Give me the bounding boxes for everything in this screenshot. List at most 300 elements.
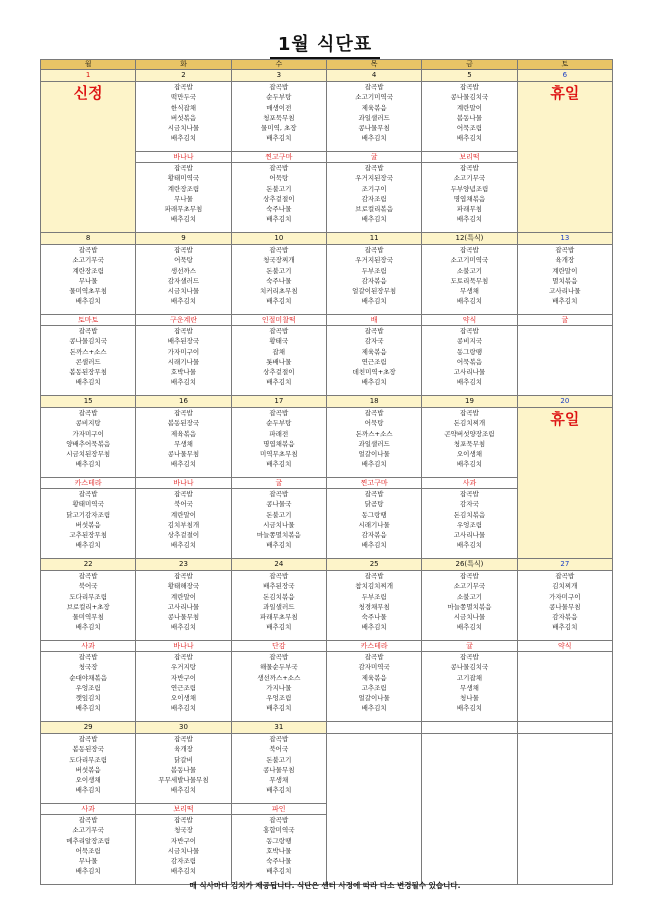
snack-item: 귤 bbox=[326, 152, 421, 163]
menu-item: 감자볶음 bbox=[552, 613, 578, 622]
menu-item: 잡곡밥 bbox=[78, 572, 98, 580]
menu-item: 조기구이 bbox=[361, 184, 387, 193]
dinner-menu bbox=[517, 652, 612, 722]
menu-item: 가자미구이 bbox=[167, 347, 200, 356]
menu-item: 버섯볶음 bbox=[75, 520, 101, 529]
menu-item: 고추된장무침 bbox=[69, 531, 107, 540]
date-cell: 3 bbox=[231, 70, 326, 82]
menu-item: 양배추어묵볶음 bbox=[66, 439, 111, 448]
lunch-menu bbox=[326, 571, 421, 641]
menu-item: 잡곡밥 bbox=[364, 653, 384, 661]
menu-item: 버섯볶음 bbox=[170, 113, 197, 122]
menu-item: 배추김치 bbox=[361, 134, 387, 143]
menu-item: 배추김치 bbox=[170, 378, 197, 387]
menu-item: 잡곡밥 bbox=[460, 653, 479, 661]
menu-item: 봄동나물 bbox=[170, 765, 197, 774]
menu-item: 배추김치 bbox=[552, 297, 578, 306]
snack-item: 약식 bbox=[422, 315, 517, 326]
menu-item: 콩나물김치국 bbox=[450, 663, 489, 672]
menu-item: 홍합미역국 bbox=[263, 826, 295, 835]
menu-item: 봄동된장국 bbox=[72, 745, 104, 754]
menu-item: 잡곡밥 bbox=[78, 409, 98, 417]
menu-item: 생선까스+소스 bbox=[257, 673, 301, 682]
lunch-menu bbox=[231, 408, 326, 478]
menu-item: 계란장조림 bbox=[72, 266, 104, 275]
dinner-menu bbox=[231, 326, 326, 396]
weekday-header-row bbox=[41, 60, 613, 70]
menu-item: 배추김치 bbox=[75, 541, 101, 550]
date-cell bbox=[422, 722, 517, 734]
lunch-menu bbox=[136, 734, 231, 804]
menu-item: 청나물 bbox=[460, 694, 479, 703]
snack-row bbox=[41, 641, 613, 652]
menu-item: 돈불고기 bbox=[266, 266, 292, 275]
menu-item: 콩비지국 bbox=[456, 337, 483, 346]
menu-item: 배추김치 bbox=[361, 297, 387, 306]
menu-item: 배추김치 bbox=[361, 215, 387, 224]
menu-item: 우거지된장국 bbox=[355, 256, 393, 265]
date-cell: 20 bbox=[517, 396, 612, 408]
menu-item: 데친미역+초장 bbox=[352, 368, 396, 377]
menu-item: 톳배나물 bbox=[266, 357, 292, 366]
date-cell: 29 bbox=[41, 722, 136, 734]
weekday-header: 토 bbox=[517, 60, 612, 70]
menu-item: 오이생채 bbox=[456, 450, 483, 459]
menu-item: 무나물 bbox=[174, 194, 193, 203]
menu-item: 잡곡밥 bbox=[269, 164, 289, 172]
menu-item: 잡곡밥 bbox=[78, 816, 98, 824]
menu-item: 자반구이 bbox=[170, 673, 197, 682]
menu-item: 치커리초무침 bbox=[259, 287, 298, 296]
menu-item: 소고기미역국 bbox=[450, 256, 489, 265]
lunch-menu bbox=[517, 245, 612, 315]
menu-item: 무생채 bbox=[174, 439, 193, 448]
date-cell bbox=[517, 722, 612, 734]
menu-item: 잡곡밥 bbox=[364, 327, 384, 335]
menu-item: 배추김치 bbox=[75, 378, 101, 387]
menu-item: 두부조림 bbox=[361, 592, 387, 601]
date-row bbox=[41, 70, 613, 82]
menu-item: 연근조림 bbox=[361, 357, 387, 366]
menu-item: 돈까스+소스 bbox=[69, 347, 107, 356]
menu-item: 배추김치 bbox=[170, 786, 197, 795]
menu-item: 시금치나물 bbox=[453, 613, 486, 622]
date-cell: 2 bbox=[136, 70, 231, 82]
menu-item: 배추김치 bbox=[266, 867, 292, 876]
date-row bbox=[41, 722, 613, 734]
menu-item: 파래전 bbox=[269, 429, 289, 438]
lunch-menu bbox=[326, 245, 421, 315]
weekday-header: 목 bbox=[326, 60, 421, 70]
lunch-menu bbox=[136, 571, 231, 641]
menu-item: 잡곡밥 bbox=[78, 246, 98, 254]
weekday-header: 화 bbox=[136, 60, 231, 70]
menu-item: 김치부침개 bbox=[167, 520, 200, 529]
menu-item: 닭고기감자조림 bbox=[66, 510, 111, 519]
menu-item: 가자미구이 bbox=[549, 592, 581, 601]
menu-item: 고사리나물 bbox=[549, 287, 581, 296]
menu-item: 무생채 bbox=[460, 287, 479, 296]
menu-item: 오이생채 bbox=[170, 694, 197, 703]
menu-item: 잡곡밥 bbox=[174, 816, 193, 824]
menu-item: 소고기무국 bbox=[72, 826, 104, 835]
menu-item: 숙주나물 bbox=[266, 276, 292, 285]
menu-item: 제육볶음 bbox=[361, 103, 387, 112]
dinner-menu bbox=[231, 815, 326, 885]
date-cell: 17 bbox=[231, 396, 326, 408]
menu-item: 시금치나물 bbox=[167, 287, 200, 296]
snack-item: 단감 bbox=[231, 641, 326, 652]
menu-item: 소고기무국 bbox=[453, 582, 486, 591]
menu-item: 배추김치 bbox=[456, 704, 483, 713]
menu-item: 물미역초무침 bbox=[69, 287, 107, 296]
menu-item: 순대야채볶음 bbox=[69, 673, 107, 682]
menu-item: 청경채무침 bbox=[358, 602, 390, 611]
menu-item: 잡곡밥 bbox=[174, 572, 193, 580]
date-cell: 11 bbox=[326, 233, 421, 245]
dinner-menu bbox=[136, 163, 231, 233]
menu-item: 돈까스+소스 bbox=[355, 429, 393, 438]
menu-item: 물미역, 초장 bbox=[261, 124, 297, 133]
menu-item: 두부조림 bbox=[361, 266, 387, 275]
menu-item: 콩나물김치국 bbox=[69, 337, 107, 346]
page-title: 1월 식단표 bbox=[0, 30, 650, 59]
menu-item: 배추김치 bbox=[75, 704, 101, 713]
menu-item: 잡곡밥 bbox=[174, 490, 193, 498]
menu-item: 잡곡밥 bbox=[269, 735, 289, 743]
dinner-menu bbox=[136, 489, 231, 559]
menu-item: 감자조림 bbox=[170, 857, 197, 866]
menu-item: 배추김치 bbox=[266, 297, 292, 306]
menu-item: 순두부탕 bbox=[266, 419, 292, 428]
snack-item: 보리떡 bbox=[422, 152, 517, 163]
dinner-menu bbox=[326, 489, 421, 559]
menu-item: 무생채 bbox=[460, 683, 479, 692]
menu-item: 청국장 bbox=[174, 826, 193, 835]
snack-item: 약식 bbox=[517, 641, 612, 652]
menu-item: 감자볶음 bbox=[361, 531, 387, 540]
date-cell: 5 bbox=[422, 70, 517, 82]
menu-item: 도토리묵무침 bbox=[450, 276, 489, 285]
menu-item: 배추김치 bbox=[75, 297, 101, 306]
dinner-menu bbox=[41, 326, 136, 396]
snack-row bbox=[41, 315, 613, 326]
lunch-menu bbox=[231, 82, 326, 152]
menu-item: 한식잡채 bbox=[170, 103, 197, 112]
snack-item: 찐고구마 bbox=[231, 152, 326, 163]
menu-item: 어묵조림 bbox=[75, 846, 101, 855]
dinner-menu bbox=[326, 326, 421, 396]
menu-item: 어묵탕 bbox=[174, 256, 193, 265]
menu-item: 잡곡밥 bbox=[460, 327, 479, 335]
menu-item: 청국장 bbox=[78, 663, 98, 672]
menu-item: 잡곡밥 bbox=[174, 327, 193, 335]
date-cell: 16 bbox=[136, 396, 231, 408]
menu-item: 봄동나물 bbox=[456, 113, 483, 122]
menu-item: 돈불고기 bbox=[266, 184, 292, 193]
menu-item: 배추김치 bbox=[266, 378, 292, 387]
menu-item: 잡곡밥 bbox=[364, 246, 384, 254]
menu-item: 파래무초무침 bbox=[164, 205, 203, 214]
lunch-menu bbox=[136, 82, 231, 152]
dinner-menu bbox=[136, 815, 231, 885]
dinner-menu bbox=[136, 326, 231, 396]
menu-item: 무무세발나물무침 bbox=[158, 776, 209, 785]
menu-item: 고사리나물 bbox=[167, 602, 200, 611]
menu-item: 배추김치 bbox=[266, 623, 292, 632]
menu-item: 배추김치 bbox=[266, 704, 292, 713]
menu-item: 배추김치 bbox=[75, 623, 101, 632]
menu-item: 멸치볶음 bbox=[552, 276, 578, 285]
date-cell: 18 bbox=[326, 396, 421, 408]
menu-item: 우엉조림 bbox=[266, 694, 292, 703]
menu-item: 잡곡밥 bbox=[460, 572, 479, 580]
dinner-menu bbox=[326, 163, 421, 233]
menu-item: 잡곡밥 bbox=[174, 83, 193, 91]
date-cell: 4 bbox=[326, 70, 421, 82]
menu-item: 돈김치볶음 bbox=[453, 510, 486, 519]
date-row bbox=[41, 559, 613, 571]
menu-item: 배추김치 bbox=[170, 623, 197, 632]
lunch-menu bbox=[517, 571, 612, 641]
menu-item: 잡곡밥 bbox=[460, 246, 479, 254]
snack-item: 귤 bbox=[517, 315, 612, 326]
menu-item: 돈김치찌개 bbox=[453, 419, 486, 428]
dinner-row bbox=[41, 326, 613, 396]
weekday-header: 수 bbox=[231, 60, 326, 70]
menu-item: 잡곡밥 bbox=[174, 735, 193, 743]
snack-item: 사과 bbox=[41, 804, 136, 815]
lunch-menu bbox=[422, 245, 517, 315]
menu-item: 봄동된장무침 bbox=[69, 368, 107, 377]
date-cell: 23 bbox=[136, 559, 231, 571]
dinner-menu bbox=[422, 326, 517, 396]
menu-item: 마늘쫑멸치볶음 bbox=[256, 531, 301, 540]
menu-item: 잡곡밥 bbox=[364, 409, 384, 417]
snack-item: 보리떡 bbox=[136, 804, 231, 815]
snack-item: 카스테라 bbox=[326, 641, 421, 652]
menu-item: 배추김치 bbox=[361, 704, 387, 713]
menu-item: 잡곡밥 bbox=[269, 83, 289, 91]
menu-item: 돈불고기 bbox=[266, 510, 292, 519]
menu-item: 상추겉절이 bbox=[263, 368, 295, 377]
menu-item: 배추김치 bbox=[170, 541, 197, 550]
dinner-menu bbox=[231, 163, 326, 233]
lunch-menu bbox=[41, 408, 136, 478]
menu-item: 버섯볶음 bbox=[75, 765, 101, 774]
date-cell: 15 bbox=[41, 396, 136, 408]
snack-item: 귤 bbox=[422, 641, 517, 652]
menu-item: 계란말이 bbox=[170, 592, 197, 601]
menu-item: 고추조림 bbox=[361, 683, 387, 692]
menu-item: 청포묵무침 bbox=[453, 439, 486, 448]
snack-item: 카스테라 bbox=[41, 478, 136, 489]
holiday-cell: 휴일 bbox=[517, 82, 612, 233]
menu-item: 연근조림 bbox=[170, 683, 197, 692]
menu-item: 북어국 bbox=[269, 745, 289, 754]
menu-item: 육개장 bbox=[555, 256, 575, 265]
menu-item: 황태국 bbox=[269, 337, 289, 346]
menu-item: 김치찌개 bbox=[552, 582, 578, 591]
menu-item: 무나물 bbox=[78, 276, 98, 285]
menu-item: 배추김치 bbox=[170, 867, 197, 876]
menu-item: 브로컬리볶음 bbox=[355, 205, 393, 214]
date-cell: 9 bbox=[136, 233, 231, 245]
dinner-menu bbox=[231, 652, 326, 722]
menu-item: 잡곡밥 bbox=[364, 83, 384, 91]
menu-item: 잡곡밥 bbox=[174, 164, 193, 172]
menu-item: 황태미역국 bbox=[72, 500, 104, 509]
menu-item: 깻잎김치 bbox=[75, 694, 101, 703]
menu-item: 닭갈비 bbox=[174, 755, 193, 764]
menu-item: 잡곡밥 bbox=[174, 409, 193, 417]
menu-item: 어묵탕 bbox=[364, 419, 384, 428]
menu-item: 우거지된장국 bbox=[355, 174, 393, 183]
lunch-row bbox=[41, 571, 613, 641]
menu-item: 돈김치볶음 bbox=[263, 592, 295, 601]
menu-item: 고사리나물 bbox=[453, 531, 486, 540]
menu-item: 배추된장국 bbox=[167, 337, 200, 346]
menu-item: 배추김치 bbox=[266, 134, 292, 143]
menu-item: 가지나물 bbox=[266, 683, 292, 692]
menu-item: 배추김치 bbox=[75, 867, 101, 876]
empty-cell bbox=[517, 734, 612, 885]
menu-item: 배추김치 bbox=[266, 786, 292, 795]
menu-item: 배추김치 bbox=[456, 460, 483, 469]
menu-item: 청포묵무침 bbox=[263, 113, 295, 122]
menu-item: 감자미역국 bbox=[358, 663, 390, 672]
menu-item: 잡곡밥 bbox=[364, 164, 384, 172]
menu-item: 콩나물김치국 bbox=[450, 93, 489, 102]
date-row bbox=[41, 233, 613, 245]
menu-item: 배추김치 bbox=[361, 541, 387, 550]
menu-item: 도다리무조림 bbox=[69, 755, 107, 764]
menu-item: 브로컬리+초장 bbox=[66, 602, 110, 611]
menu-item: 제육볶음 bbox=[170, 429, 197, 438]
menu-item: 과일샐러드 bbox=[358, 113, 390, 122]
menu-item: 잡곡밥 bbox=[174, 246, 193, 254]
snack-item: 사과 bbox=[422, 478, 517, 489]
menu-item: 잡곡밥 bbox=[78, 653, 98, 661]
menu-item: 배추김치 bbox=[75, 460, 101, 469]
menu-item: 배추김치 bbox=[456, 623, 483, 632]
menu-item: 배추김치 bbox=[266, 460, 292, 469]
weekday-header: 월 bbox=[41, 60, 136, 70]
snack-item: 바나나 bbox=[136, 478, 231, 489]
dinner-row bbox=[41, 652, 613, 722]
lunch-row bbox=[41, 734, 613, 804]
menu-item: 시래기나물 bbox=[167, 357, 200, 366]
menu-item: 호박나물 bbox=[170, 368, 197, 377]
snack-item: 사과 bbox=[41, 641, 136, 652]
menu-item: 잡곡밥 bbox=[269, 490, 289, 498]
menu-item: 잡곡밥 bbox=[269, 653, 289, 661]
empty-cell bbox=[326, 734, 421, 885]
lunch-menu bbox=[231, 245, 326, 315]
menu-item: 우엉조림 bbox=[75, 683, 101, 692]
date-cell: 22 bbox=[41, 559, 136, 571]
menu-item: 콩나물무침 bbox=[167, 613, 200, 622]
menu-item: 마늘쫑멸치볶음 bbox=[447, 602, 492, 611]
lunch-menu bbox=[326, 82, 421, 152]
menu-item: 북어국 bbox=[78, 582, 98, 591]
menu-item: 배추김치 bbox=[456, 297, 483, 306]
menu-item: 배추김치 bbox=[361, 460, 387, 469]
menu-item: 배추김치 bbox=[170, 704, 197, 713]
menu-item: 제육볶음 bbox=[361, 347, 387, 356]
weekday-header: 금 bbox=[422, 60, 517, 70]
menu-item: 상추겉절이 bbox=[263, 194, 295, 203]
snack-item: 바나나 bbox=[136, 641, 231, 652]
menu-item: 배추김치 bbox=[170, 215, 197, 224]
empty-cell bbox=[422, 734, 517, 885]
menu-item: 어묵볶음 bbox=[456, 357, 483, 366]
menu-item: 시금치나물 bbox=[167, 124, 200, 133]
menu-item: 동그랑땡 bbox=[266, 836, 292, 845]
menu-item: 배추김치 bbox=[266, 541, 292, 550]
menu-item: 잡곡밥 bbox=[269, 327, 289, 335]
menu-item: 잡곡밥 bbox=[269, 572, 289, 580]
menu-item: 물미역무침 bbox=[72, 613, 104, 622]
snack-item: 구운계란 bbox=[136, 315, 231, 326]
date-cell: 10 bbox=[231, 233, 326, 245]
menu-item: 감자볶음 bbox=[361, 276, 387, 285]
date-cell: 6 bbox=[517, 70, 612, 82]
snack-item: 인절미찰떡 bbox=[231, 315, 326, 326]
menu-item: 돈불고기 bbox=[266, 755, 292, 764]
date-cell: 27 bbox=[517, 559, 612, 571]
lunch-menu bbox=[41, 571, 136, 641]
menu-item: 고사리나물 bbox=[453, 368, 486, 377]
menu-item: 자반구이 bbox=[170, 836, 197, 845]
menu-item: 미역무초무침 bbox=[259, 450, 298, 459]
lunch-row bbox=[41, 82, 613, 152]
menu-item: 봄동된장국 bbox=[167, 419, 200, 428]
menu-item: 감자샐러드 bbox=[167, 276, 200, 285]
dinner-menu bbox=[422, 163, 517, 233]
menu-item: 우거지탕 bbox=[170, 663, 197, 672]
menu-item: 닭곰탕 bbox=[364, 500, 384, 509]
date-cell: 12(특식) bbox=[422, 233, 517, 245]
holiday-cell: 신정 bbox=[41, 82, 136, 233]
menu-item: 배추김치 bbox=[456, 541, 483, 550]
dinner-menu bbox=[231, 489, 326, 559]
meal-table bbox=[40, 59, 613, 885]
menu-item: 콩나물무침 bbox=[358, 124, 390, 133]
menu-item: 계란장조림 bbox=[167, 184, 200, 193]
menu-item: 잡곡밥 bbox=[269, 246, 289, 254]
menu-item: 시래기나물 bbox=[358, 520, 390, 529]
menu-item: 배추김치 bbox=[361, 623, 387, 632]
dinner-menu bbox=[136, 652, 231, 722]
menu-item: 배추김치 bbox=[456, 215, 483, 224]
dinner-menu bbox=[517, 326, 612, 396]
menu-item: 소불고기 bbox=[456, 266, 483, 275]
menu-item: 배추김치 bbox=[170, 134, 197, 143]
menu-item: 소고기무국 bbox=[72, 256, 104, 265]
menu-item: 소불고기 bbox=[456, 592, 483, 601]
menu-item: 콘샐러드 bbox=[75, 357, 101, 366]
date-row bbox=[41, 396, 613, 408]
lunch-row bbox=[41, 245, 613, 315]
menu-item: 배추김치 bbox=[75, 786, 101, 795]
menu-item: 동그랑땡 bbox=[456, 347, 483, 356]
menu-item: 계란말이 bbox=[456, 103, 483, 112]
menu-item: 잡곡밥 bbox=[78, 490, 98, 498]
dinner-menu bbox=[422, 652, 517, 722]
menu-item: 메추리알장조림 bbox=[66, 836, 111, 845]
lunch-menu bbox=[41, 245, 136, 315]
